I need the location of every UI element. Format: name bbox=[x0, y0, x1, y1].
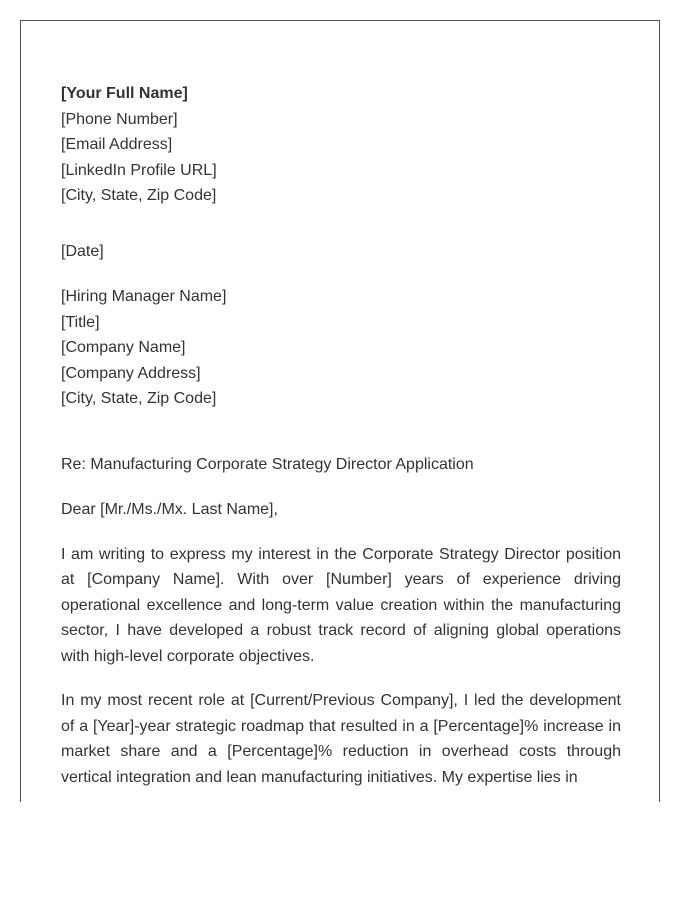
cover-letter-body bbox=[61, 81, 621, 802]
sender-location: [City, State, Zip Code] bbox=[61, 187, 217, 204]
recipient-location: [City, State, Zip Code] bbox=[61, 390, 217, 407]
salutation: Dear [Mr./Ms./Mx. Last Name], bbox=[61, 501, 278, 518]
document-page bbox=[20, 20, 660, 802]
recipient-block bbox=[61, 284, 621, 412]
recipient-name: [Hiring Manager Name] bbox=[61, 288, 227, 305]
sender-email: [Email Address] bbox=[61, 136, 173, 153]
sender-block bbox=[61, 81, 621, 209]
recipient-title: [Title] bbox=[61, 313, 100, 331]
salutation-block bbox=[61, 497, 621, 523]
subject-block bbox=[61, 452, 621, 478]
body-paragraph-1: I am writing to express my interest in the Corporate Strategy Director position at [Company Name]. With over [Number] years of experience driving operational excellence and long-term value creation within the manufacturing sector, I have developed a robust track record of aligning global operations with high-level corporate objectives. bbox=[61, 545, 621, 665]
sender-name: [Your Full Name] bbox=[61, 85, 188, 102]
letter-date: [Date] bbox=[61, 242, 104, 260]
sender-linkedin: [LinkedIn Profile URL] bbox=[61, 161, 217, 179]
recipient-company: [Company Name] bbox=[61, 339, 186, 356]
body-paragraph-2: In my most recent role at [Current/Previous Company], I led the development of a [Year]-year strategic roadmap that resulted in a [Percentage]% increase in market share and a [Percentage]% reduction in overhead costs through vertical integration and lean manufacturing initiatives. My expertise lies in bbox=[61, 692, 621, 786]
sender-phone: [Phone Number] bbox=[61, 110, 178, 128]
date-block bbox=[61, 239, 621, 265]
subject-line: Re: Manufacturing Corporate Strategy Director Application bbox=[61, 455, 474, 473]
recipient-address: [Company Address] bbox=[61, 364, 201, 382]
